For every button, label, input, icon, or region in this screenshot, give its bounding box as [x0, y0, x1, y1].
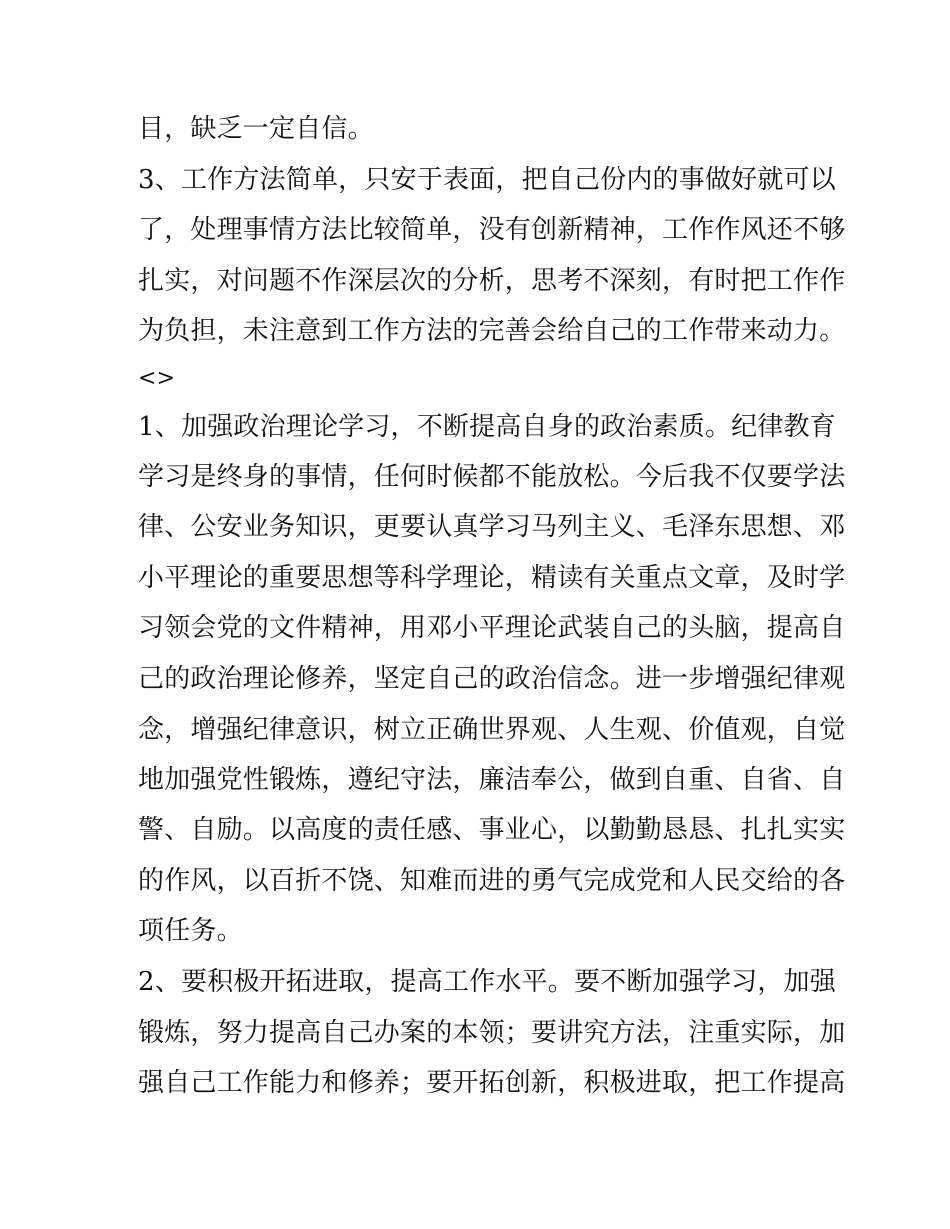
text-line: 1、加强政治理论学习，不断提高自身的政治素质。纪律教育	[138, 412, 836, 442]
text-line: 念，增强纪律意识，树立正确世界观、人生观、价值观，自觉	[138, 715, 846, 745]
text-line: 警、自励。以高度的责任感、事业心，以勤勤恳恳、扎扎实实	[138, 815, 846, 845]
text-line: 扎实，对问题不作深层次的分析，思考不深刻，有时把工作作	[138, 266, 846, 296]
text-line: 己的政治理论修养，坚定自己的政治信念。进一步增强纪律观	[138, 664, 846, 694]
text-line: 了，处理事情方法比较简单，没有创新精神，工作作风还不够	[138, 215, 846, 245]
text-line: 学习是终身的事情，任何时候都不能放松。今后我不仅要学法	[138, 462, 846, 492]
text-line: 习领会党的文件精神，用邓小平理论武装自己的头脑，提高自	[138, 613, 846, 643]
text-line: <>	[138, 366, 176, 391]
text-line: 的作风，以百折不饶、知难而进的勇气完成党和人民交给的各	[138, 866, 846, 896]
text-line: 强自己工作能力和修养；要开拓创新，积极进取，把工作提高	[138, 1068, 846, 1098]
text-line: 地加强党性锻炼，遵纪守法，廉洁奉公，做到自重、自省、自	[138, 765, 846, 795]
text-line: 锻炼，努力提高自己办案的本领；要讲究方法，注重实际，加	[138, 1018, 846, 1048]
text-line: 小平理论的重要思想等科学理论，精读有关重点文章，及时学	[138, 563, 846, 593]
text-line: 项任务。	[138, 916, 243, 946]
text-line: 律、公安业务知识，更要认真学习马列主义、毛泽东思想、邓	[138, 512, 846, 542]
text-line: 2、要积极开拓进取，提高工作水平。要不断加强学习，加强	[138, 967, 836, 997]
text-line: 目，缺乏一定自信。	[138, 114, 374, 144]
text-line: 3、工作方法简单，只安于表面，把自己份内的事做好就可以	[138, 165, 836, 195]
text-line: 为负担，未注意到工作方法的完善会给自己的工作带来动力。	[138, 316, 846, 346]
